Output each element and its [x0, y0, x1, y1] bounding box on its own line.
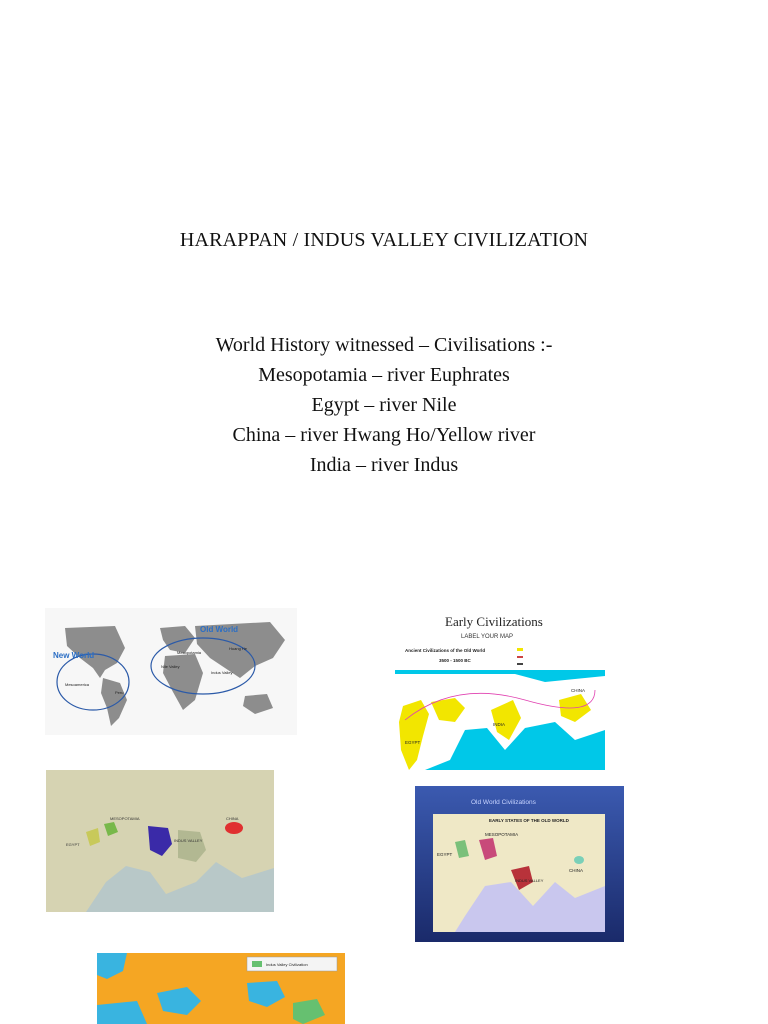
old-world-label: MESOPOTAMIA: [485, 832, 519, 837]
old-world-banner: Old World Civilizations: [471, 799, 536, 806]
list-line: China – river Hwang Ho/Yellow river: [232, 424, 536, 446]
world-map-image: [45, 608, 297, 735]
river-label: EGYPT: [66, 842, 80, 847]
indus-legend-label: Indus Valley Civilization: [266, 962, 308, 967]
indus-valley-map-image: [97, 953, 345, 1024]
early-civ-subheading: LABEL YOUR MAP: [461, 634, 514, 640]
region-label: Mesopotamia: [177, 650, 202, 655]
old-world-civilizations-map-image: [415, 786, 624, 942]
river-label: INDUS VALLEY: [174, 838, 203, 843]
new-world-label: New World: [53, 651, 95, 660]
old-world-label: Old World: [200, 625, 239, 634]
river-label: CHINA: [226, 816, 239, 821]
river-label: MESOPOTAMIA: [110, 816, 140, 821]
region-label: Mesoamerica: [65, 682, 90, 687]
list-line: Egypt – river Nile: [311, 394, 457, 416]
old-world-label: CHINA: [569, 868, 584, 873]
place-label: INDIA: [493, 722, 506, 727]
old-world-heading: EARLY STATES OF THE OLD WORLD: [489, 818, 569, 823]
region-label: Nile Valley: [161, 664, 180, 669]
legend-dates: 3500 - 1500 BC: [439, 658, 471, 663]
list-line: India – river Indus: [309, 454, 459, 476]
list-line: Mesopotamia – river Euphrates: [258, 364, 510, 386]
river-valleys-map-image: [46, 770, 274, 912]
region-label: Indus Valley: [211, 670, 233, 675]
place-label: EGYPT: [405, 740, 421, 745]
early-civilizations-map-image: [395, 610, 605, 770]
list-line: World History witnessed – Civilisations :-: [215, 334, 553, 356]
page-title: HARAPPAN / INDUS VALLEY CIVILIZATION: [179, 229, 589, 251]
civilisations-list: [0, 330, 768, 480]
old-world-label: INDUS VALLEY: [515, 878, 544, 883]
region-label: Huang He: [229, 646, 248, 651]
place-label: CHINA: [571, 688, 586, 693]
region-label: Peru: [115, 690, 124, 695]
early-civ-heading: Early Civilizations: [445, 614, 543, 629]
legend-title: Ancient Civilizations of the Old World: [405, 648, 486, 653]
old-world-label: EGYPT: [437, 852, 453, 857]
